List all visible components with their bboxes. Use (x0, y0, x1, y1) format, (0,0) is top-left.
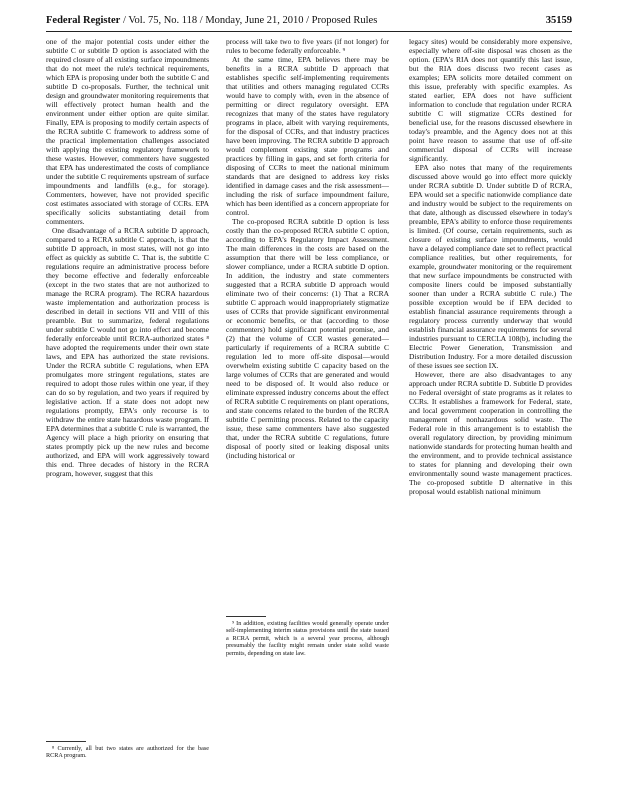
text-column-1 (46, 37, 209, 781)
footnote-text: ⁸ Currently, all but two states are authorized for the base RCRA program. (46, 745, 209, 760)
text-column-3 (409, 37, 572, 781)
publication-name: Federal Register (46, 15, 121, 26)
page-number: 35159 (545, 15, 572, 26)
paragraph: The co-proposed RCRA subtitle D option is less costly than the co-proposed RCRA subtitle C option, according to EPA's Regulatory Impact Assessment. The main differences in the costs are based on the assumption that there will be less compliance, or slower compliance, under a RCRA subtitle D option. In addition, the industry and state commenters suggested that a RCRA subtitle D approach would eliminate two of their concerns: (1) That a RCRA subtitle C approach would inappropriately stigmatize uses of CCRs that provide significant environmental or economic benefits, or that (according to those commenters) hold significant potential promise, and (2) that the volume of CCR wastes generated—particularly if requirements of a RCRA subtitle C regulation led to more off-site disposal—would overwhelm existing subtitle C capacity based on the large volumes of CCRs that are generated and would need to be disposed of. It would also reduce or eliminate expressed industry concerns about the effect of RCRA subtitle C requirements on plant operations, and state concerns related to the burden of the RCRA subtitle C permitting process. Related to the capacity issue, these same commenters have also suggested that, under the RCRA subtitle C regulations, future disposal of poorly sited or leaking disposal units (including historical or (226, 217, 389, 460)
header-rule (46, 31, 572, 32)
paragraph: process will take two to five years (if not longer) for rules to become federally enforceable. ⁹ (226, 37, 389, 55)
issue-details: / Vol. 75, No. 118 / Monday, June 21, 2010 / Proposed Rules (122, 15, 378, 26)
footnote-rule (226, 616, 266, 617)
paragraph: One disadvantage of a RCRA subtitle D approach, compared to a RCRA subtitle C approach, is that the subtitle D approach, in most states, will not go into effect as quickly as subtitle C. That is, the subtitle C regulations require an administrative process before they become effective and federally enforceable (except in the two states that are not authorized to manage the RCRA program). The RCRA hazardous waste implementation and authorization process is described in detail in sections VII and VIII of this preamble. But to summarize, federal regulations under subtitle C would not go into effect and become federally enforceable until RCRA-authorized states ⁸ have adopted the requirements under their own state laws, and EPA has authorized the state revisions. Under the RCRA subtitle C regulations, when EPA promulgates more stringent regulations, states are required to adopt those rules within one year, if they can do so by regulation, and two years if required by legislative action. If a state does not adopt new regulations promptly, EPA's only recourse is to withdraw the entire state hazardous waste program. If EPA determines that a subtitle C rule is warranted, the Agency will place a high priority on ensuring that states promptly pick up the new rules and become authorized, and EPA will work aggressively toward this end. Three decades of history in the RCRA program, however, suggest that this (46, 226, 209, 478)
footnote-8 (46, 745, 209, 760)
paragraph: However, there are also disadvantages to any approach under RCRA subtitle D. Subtitle D provides no Federal oversight of state programs as it relates to CCRs. It establishes a framework for Federal, state, and local government cooperation in controlling the management of nonhazardous solid waste. The Federal role in this arrangement is to establish the overall regulatory direction, by providing minimum nationwide standards for protecting human health and the environment, and to provide technical assistance to states for planning and developing their own environmentally sound waste management practices. The co-proposed subtitle D alternative in this proposal would establish national minimum (409, 370, 572, 496)
footnote-9 (226, 620, 389, 657)
paragraph: legacy sites) would be considerably more expensive, especially where off-site disposal was chosen as the option. (EPA's RIA does not quantify this last issue, but the RIA does discuss two recent cases as examples; EPA solicits more detailed comment on this issue, preferably with specific examples. As stated earlier, EPA does not have sufficient information to conclude that regulation under RCRA subtitle C will stigmatize CCRs destined for beneficial use, for the reasons discussed elsewhere in today's preamble, and the Agency does not at this point have reason to assume that use of off-site commercial disposal of CCRs will increase significantly. (409, 37, 572, 163)
paragraph: one of the major potential costs under either the subtitle C or subtitle D option is associated with the required closure of all existing surface impoundments that do not meet the rule's technical requirements, which EPA is proposing under both the subtitle C and subtitle D co-proposals. Further, the technical unit design and groundwater monitoring requirements that will effectively protect human health and the environment under either option are quite similar. Finally, EPA is proposing to modify certain aspects of the RCRA subtitle C framework to address some of the practical implementation challenges associated with applying the existing regulatory framework to these wastes. However, commenters have suggested that EPA has underestimated the costs of compliance under the subtitle C requirements upstream of surface impoundments and landfills (e.g., for storage). Commenters, however, have not provided specific cost estimates associated with storage of CCRs. EPA specifically solicits substantiating detail from commenters. (46, 37, 209, 226)
paragraph: EPA also notes that many of the requirements discussed above would go into effect more quickly under RCRA subtitle D. Under subtitle D of RCRA, EPA would set a specific nationwide compliance date and industry would be subject to the requirements on that date, although as discussed elsewhere in today's preamble, EPA's ability to enforce those requirements is limited. (Of course, certain requirements, such as closure of existing surface impoundments, would have a delayed compliance date set to reflect practical compliance realities, but other requirements, for example, groundwater monitoring or the requirement that new surface impoundments be constructed with composite liners could be imposed substantially sooner than under a RCRA subtitle C rule.) The possible exception would be if EPA decided to establish financial assurance requirements through a regulatory process currently underway that would establish financial assurance requirements for several industries pursuant to CERCLA 108(b), including the Electric Power Generation, Transmission and Distribution Industry. For a more detailed discussion of these issues see section IX. (409, 163, 572, 370)
footnote-rule (46, 741, 86, 742)
header-left (46, 14, 377, 28)
page-header (46, 14, 572, 28)
footnote-text: ⁹ In addition, existing facilities would generally operate under self-implementing interim status provisions until the state issued a RCRA permit, which is a several year process, although presumably the facility might remain under state solid waste permits, depending on state law. (226, 620, 389, 657)
paragraph: At the same time, EPA believes there may be benefits in a RCRA subtitle D approach that establishes specific self-implementing requirements that utilities and others managing regulated CCRs would have to comply with, even in the absence of permitting or direct regulatory oversight. EPA recognizes that many of the states have regulatory programs in place, albeit with varying requirements, for the disposal of CCRs, and that industry practices have been improving. The RCRA subtitle D approach would complement existing state programs and practices by filling in gaps, and set forth criteria for disposing of CCRs to meet the national minimum standards that are designed to address key risks identified in damage cases and the risk assessment—including the risk of surface impoundment failure, which has been identified as a concern appropriate for control. (226, 55, 389, 217)
text-column-2 (226, 37, 389, 612)
